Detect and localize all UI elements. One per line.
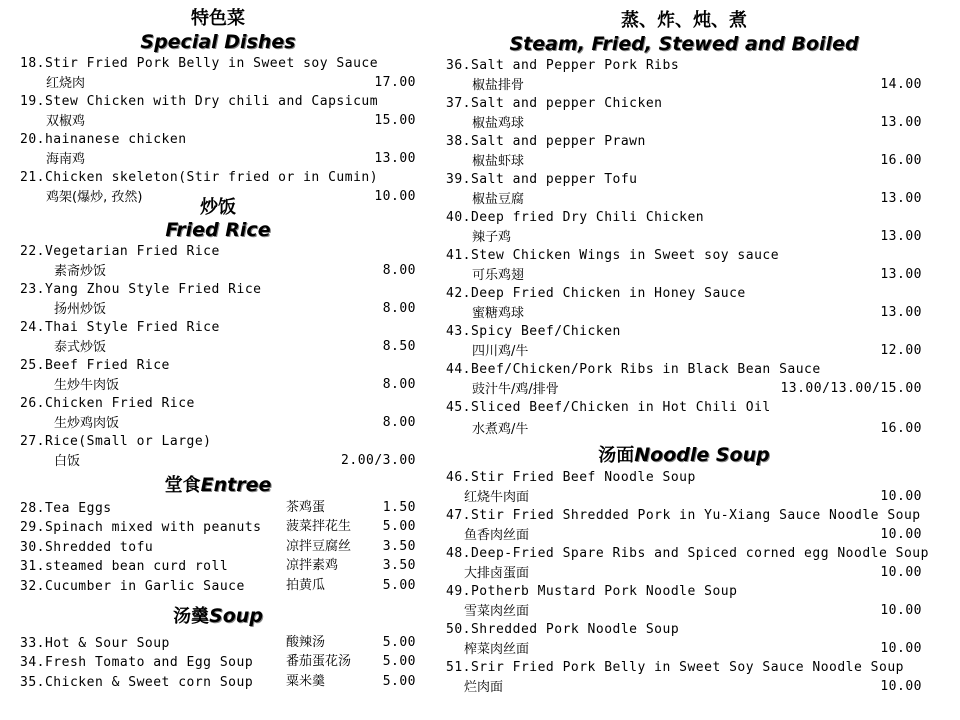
- menu-item: [20, 576, 416, 595]
- section-title-en: Noodle Soup: [634, 444, 770, 466]
- item-name-cn: 海南鸡: [46, 152, 86, 167]
- item-price: 5.00: [382, 654, 416, 670]
- item-name: 34.Fresh Tomato and Egg Soup: [20, 655, 254, 671]
- section-title: [20, 472, 416, 498]
- menu-item: [446, 170, 922, 208]
- menu-left-column: [20, 0, 416, 691]
- item-name: 33.Hot & Sour Soup: [20, 635, 170, 651]
- item-name: 23.Yang Zhou Style Fried Rice: [20, 282, 262, 297]
- menu-item: [20, 394, 416, 432]
- section-title: [446, 442, 922, 468]
- item-name: 42.Deep Fried Chicken in Honey Sauce: [446, 286, 746, 301]
- item-name-cn: 素斋炒饭: [54, 264, 107, 279]
- item-name: 31.steamed bean curd roll: [20, 559, 229, 575]
- menu-item: [20, 537, 416, 556]
- item-name: 24.Thai Style Fried Rice: [20, 320, 220, 335]
- menu-item: [446, 582, 922, 620]
- item-price: 8.00: [382, 301, 416, 316]
- item-name: 43.Spicy Beef/Chicken: [446, 324, 621, 339]
- item-name: 27.Rice(Small or Large): [20, 434, 212, 449]
- item-price: 13.00: [880, 191, 922, 206]
- menu-item: [20, 92, 416, 130]
- item-price: 10.00: [880, 641, 922, 656]
- item-price: 12.00: [880, 343, 922, 358]
- menu-item: [446, 506, 922, 544]
- item-price: 10.00: [880, 489, 922, 504]
- item-name-cn: 茶鸡蛋: [286, 500, 326, 515]
- item-name-cn: 白饭: [54, 454, 81, 469]
- item-price: 1.50: [382, 500, 416, 515]
- item-name: 18.Stir Fried Pork Belly in Sweet soy Sauce: [20, 56, 379, 71]
- item-price: 13.00: [880, 305, 922, 320]
- noodle-soup-list: [446, 468, 929, 696]
- item-name: 32.Cucumber in Garlic Sauce: [20, 578, 245, 594]
- menu-item: [446, 94, 922, 132]
- item-name-cn: 拍黄瓜: [286, 577, 326, 593]
- menu-item: [20, 672, 416, 691]
- item-name: 40.Deep fried Dry Chili Chicken: [446, 210, 705, 225]
- menu-right-column: [446, 0, 929, 696]
- item-price: 5.00: [382, 673, 416, 689]
- item-name-cn: 酸辣汤: [286, 634, 326, 650]
- menu-item: [20, 652, 416, 671]
- section-title-cn: 特色菜: [191, 8, 245, 29]
- menu-item: [20, 318, 416, 356]
- item-name-cn: 辣子鸡: [472, 230, 512, 245]
- item-name-cn: 椒盐排骨: [472, 78, 525, 93]
- item-name-cn: 雪菜肉丝面: [464, 604, 530, 619]
- item-name: 44.Beef/Chicken/Pork Ribs in Black Bean Sauce: [446, 362, 821, 377]
- item-price: 10.00: [880, 527, 922, 542]
- item-name-cn: 榨菜肉丝面: [464, 642, 530, 657]
- menu-item: [446, 132, 922, 170]
- menu-item: [20, 280, 416, 318]
- menu-item: [20, 356, 416, 394]
- item-name-cn: 红烧肉: [46, 76, 86, 91]
- menu-item: [20, 130, 416, 168]
- fried-rice-list: [20, 242, 416, 470]
- section-title-cn: 汤羹: [173, 605, 210, 627]
- section-title-en: Soup: [209, 604, 263, 627]
- item-price: 10.00: [374, 189, 416, 204]
- menu-item: [20, 54, 416, 92]
- menu-item: [446, 658, 922, 696]
- menu-item: [446, 620, 922, 658]
- section-title-cn: 汤面: [598, 445, 635, 466]
- item-name-cn: 鸡架(爆炒, 孜然): [46, 190, 143, 205]
- item-price: 13.00/13.00/15.00: [780, 381, 922, 396]
- menu-item: [20, 498, 416, 517]
- item-name-cn: 鱼香肉丝面: [464, 528, 530, 543]
- item-price: 16.00: [880, 421, 922, 436]
- item-name: 45.Sliced Beef/Chicken in Hot Chili Oil: [446, 400, 771, 415]
- menu-item: [20, 517, 416, 536]
- item-price: 16.00: [880, 153, 922, 168]
- item-price: 10.00: [880, 603, 922, 618]
- item-name: 39.Salt and pepper Tofu: [446, 172, 638, 187]
- item-name: 28.Tea Eggs: [20, 501, 112, 516]
- item-name: 49.Potherb Mustard Pork Noodle Soup: [446, 584, 738, 599]
- item-name-cn: 泰式炒饭: [54, 340, 107, 355]
- item-name: 22.Vegetarian Fried Rice: [20, 244, 220, 259]
- item-name-cn: 四川鸡/牛: [472, 344, 529, 359]
- item-name-cn: 烂肉面: [464, 680, 504, 695]
- item-name-cn: 菠菜拌花生: [286, 519, 352, 535]
- section-title-en: Entree: [200, 474, 272, 496]
- item-name-cn: 扬州炒饭: [54, 302, 107, 317]
- menu-item: [446, 208, 922, 246]
- item-name: 46.Stir Fried Beef Noodle Soup: [446, 470, 696, 485]
- menu-item: [20, 242, 416, 280]
- item-name: 41.Stew Chicken Wings in Sweet soy sauce: [446, 248, 780, 263]
- item-price: 13.00: [880, 229, 922, 244]
- item-price: 15.00: [374, 113, 416, 128]
- menu-item: [446, 468, 922, 506]
- item-price: 5.00: [382, 577, 416, 593]
- item-name-cn: 豉汁牛/鸡/排骨: [472, 382, 559, 397]
- menu-item: [446, 246, 922, 284]
- item-price: 3.50: [382, 538, 416, 554]
- item-price: 5.00: [382, 519, 416, 535]
- item-name-cn: 大排卤蛋面: [464, 566, 530, 581]
- item-price: 14.00: [880, 77, 922, 92]
- item-name-cn: 蜜糖鸡球: [472, 306, 525, 321]
- menu-item: [20, 633, 416, 652]
- item-name: 48.Deep-Fried Spare Ribs and Spiced corned egg Noodle Soup: [446, 546, 929, 561]
- menu-item: [446, 284, 922, 322]
- menu-item: [446, 360, 922, 398]
- item-price: 8.00: [382, 377, 416, 392]
- item-name: 26.Chicken Fried Rice: [20, 396, 195, 411]
- item-price: 2.00/3.00: [341, 453, 416, 468]
- item-price: 13.00: [880, 115, 922, 130]
- special-dishes-list: [20, 54, 416, 206]
- item-price: 5.00: [382, 634, 416, 650]
- item-name-cn: 生炒牛肉饭: [54, 378, 120, 393]
- item-price: 8.00: [382, 263, 416, 278]
- menu-item: [20, 168, 416, 206]
- steam-fried-list: [446, 56, 922, 438]
- section-title-en: Steam, Fried, Stewed and Boiled: [509, 33, 859, 55]
- item-name: 20.hainanese chicken: [20, 132, 187, 147]
- item-name: 50.Shredded Pork Noodle Soup: [446, 622, 680, 637]
- item-name: 19.Stew Chicken with Dry chili and Capsicum: [20, 94, 379, 109]
- item-name-cn: 粟米羹: [286, 673, 326, 689]
- item-name-cn: 红烧牛肉面: [464, 490, 530, 505]
- section-title: [20, 603, 416, 629]
- item-name-cn: 双椒鸡: [46, 114, 86, 129]
- section-title-en: Fried Rice: [165, 219, 271, 241]
- item-name: 36.Salt and Pepper Pork Ribs: [446, 58, 680, 73]
- item-name-cn: 番茄蛋花汤: [286, 654, 352, 670]
- item-price: 10.00: [880, 565, 922, 580]
- item-name: 51.Srir Fried Pork Belly in Sweet Soy Sauce Noodle Soup: [446, 660, 904, 675]
- item-name: 35.Chicken & Sweet corn Soup: [20, 674, 254, 690]
- menu-item: [446, 56, 922, 94]
- menu-item: [20, 432, 416, 470]
- item-name-cn: 水煮鸡/牛: [472, 422, 529, 437]
- item-name: 21.Chicken skeleton(Stir fried or in Cumin): [20, 170, 379, 185]
- item-name-cn: 凉拌素鸡: [286, 558, 339, 574]
- item-name: 37.Salt and pepper Chicken: [446, 96, 663, 111]
- item-name-cn: 椒盐虾球: [472, 154, 525, 169]
- item-name: 30.Shredded tofu: [20, 539, 154, 555]
- section-title-cn: 炒饭: [200, 197, 236, 218]
- item-price: 13.00: [880, 267, 922, 282]
- item-price: 8.50: [382, 339, 416, 354]
- item-name-cn: 椒盐豆腐: [472, 192, 525, 207]
- soup-list: [20, 633, 416, 691]
- entree-list: [20, 498, 416, 595]
- menu-item: [20, 556, 416, 575]
- item-name: 25.Beef Fried Rice: [20, 358, 170, 373]
- item-name: 29.Spinach mixed with peanuts: [20, 520, 262, 536]
- item-price: 3.50: [382, 558, 416, 574]
- item-price: 13.00: [374, 151, 416, 166]
- section-title-en: Special Dishes: [140, 31, 296, 53]
- item-price: 8.00: [382, 415, 416, 430]
- section-title-cn: 堂食: [164, 475, 201, 496]
- menu-item: [446, 544, 929, 582]
- menu-item: [446, 398, 922, 438]
- item-price: 17.00: [374, 75, 416, 90]
- menu-item: [446, 322, 922, 360]
- item-name: 38.Salt and pepper Prawn: [446, 134, 646, 149]
- item-name-cn: 凉拌豆腐丝: [286, 538, 352, 554]
- section-title-cn: 蒸、炸、炖、煮: [621, 10, 747, 31]
- item-name-cn: 椒盐鸡球: [472, 116, 525, 131]
- item-price: 10.00: [880, 679, 922, 694]
- item-name-cn: 生炒鸡肉饭: [54, 416, 120, 431]
- item-name: 47.Stir Fried Shredded Pork in Yu-Xiang Sauce Noodle Soup: [446, 508, 921, 523]
- item-name-cn: 可乐鸡翅: [472, 268, 525, 283]
